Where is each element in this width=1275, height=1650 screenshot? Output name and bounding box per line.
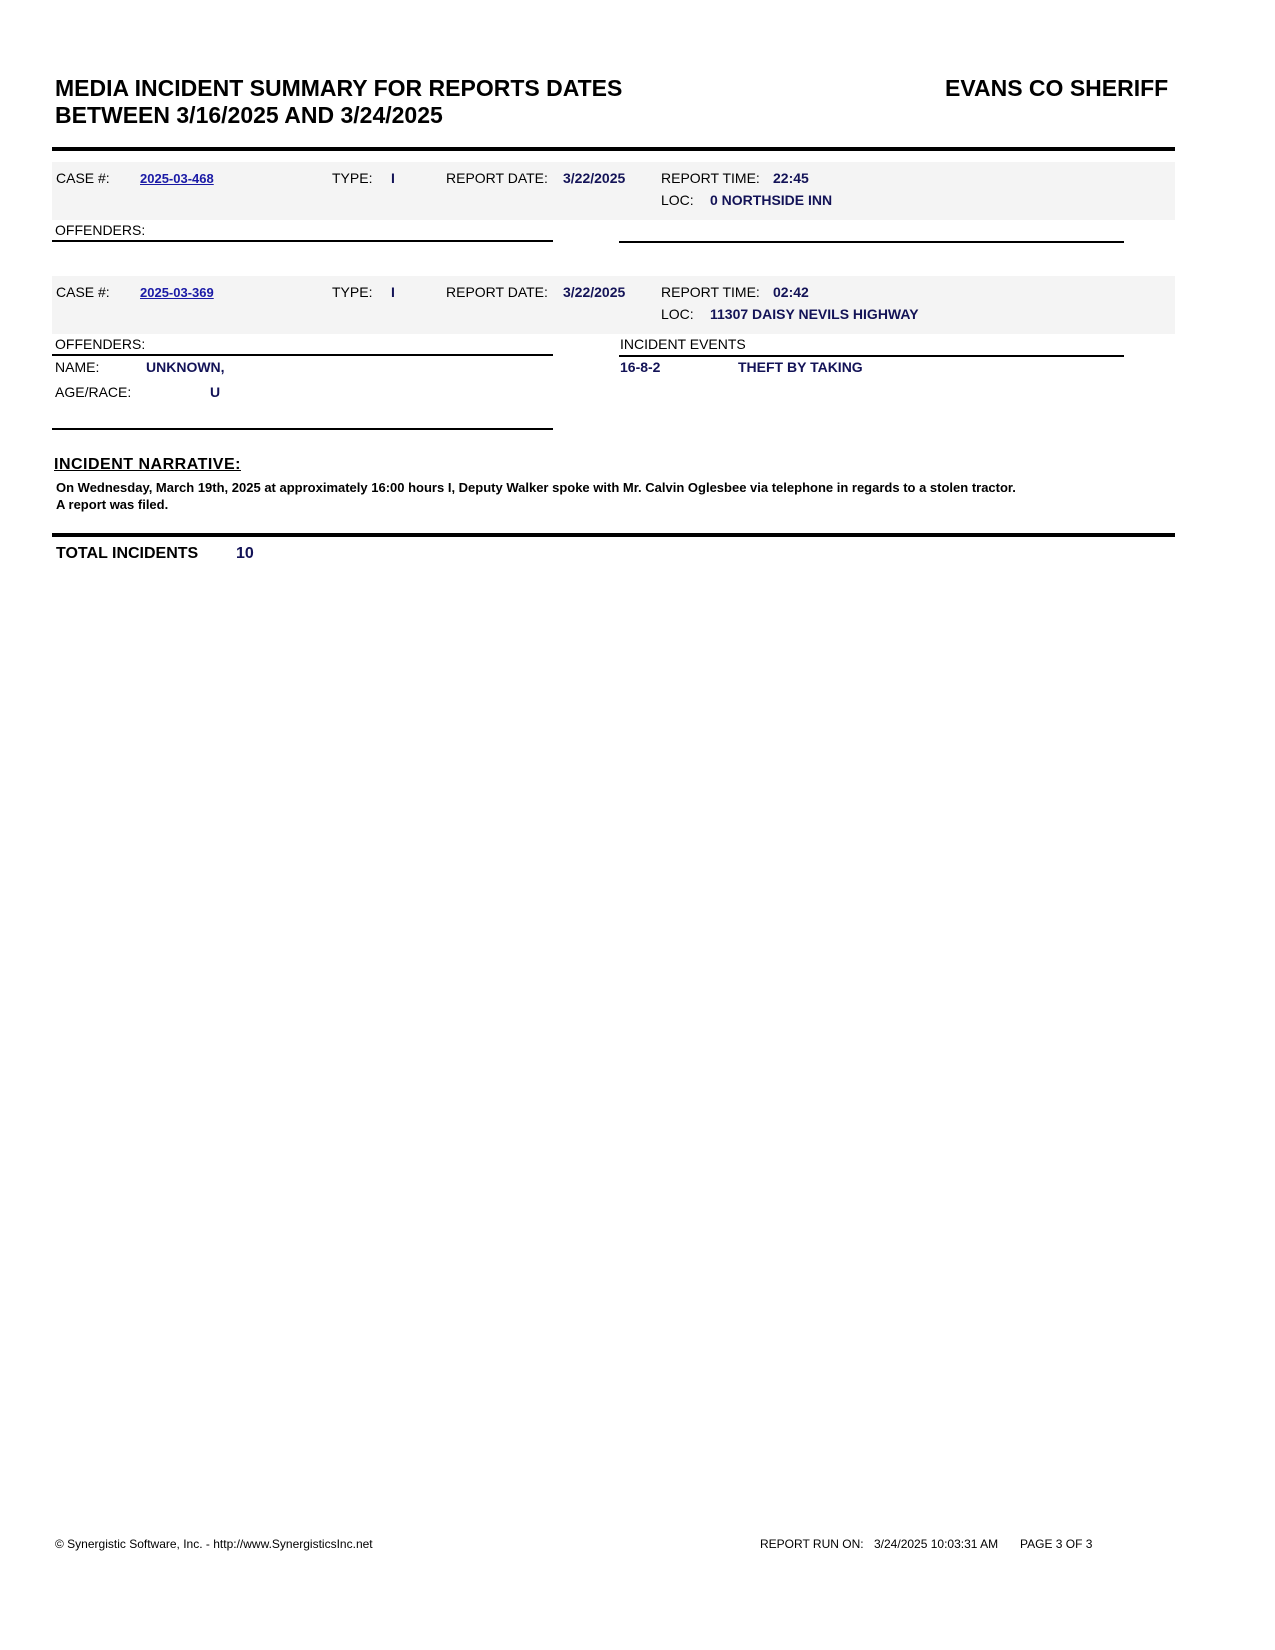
offenders-rule [52,354,553,356]
case-number-label: CASE #: [56,284,110,300]
report-date-label: REPORT DATE: [446,284,548,300]
incident-narrative-line2: A report was filed. [56,497,169,512]
offender-age-race-value: U [210,384,221,400]
type-value: I [391,170,395,186]
report-time-value: 22:45 [773,170,809,186]
events-rule [619,355,1124,357]
event-description: THEFT BY TAKING [738,359,863,375]
events-rule [619,241,1124,243]
report-date-label: REPORT DATE: [446,170,548,186]
report-time-label: REPORT TIME: [661,170,760,186]
offenders-heading: OFFENDERS: [55,222,146,238]
incident-events-heading: INCIDENT EVENTS [620,336,746,352]
case-number-label: CASE #: [56,170,110,186]
incident-narrative-line1: On Wednesday, March 19th, 2025 at approximately 16:00 hours I, Deputy Walker spoke with Mr. Calvin Oglesbee via telephone in regards to a stolen tractor. [56,480,1016,495]
total-incidents-value: 10 [236,545,254,562]
offender-name-label: NAME: [55,359,100,375]
location-value: 11307 DAISY NEVILS HIGHWAY [710,306,919,322]
report-date-value: 3/22/2025 [563,170,626,186]
offenders-heading: OFFENDERS: [55,336,146,352]
page-number: PAGE 3 OF 3 [1020,1537,1093,1551]
offender-age-race-label: AGE/RACE: [55,384,132,400]
type-label: TYPE: [332,170,373,186]
type-label: TYPE: [332,284,373,300]
report-date-value: 3/22/2025 [563,284,626,300]
report-title-line1: MEDIA INCIDENT SUMMARY FOR REPORTS DATES [55,75,623,101]
incident-narrative-heading: INCIDENT NARRATIVE: [54,456,241,473]
header-divider [52,147,1175,151]
report-time-value: 02:42 [773,284,809,300]
event-code: 16-8-2 [620,359,661,375]
offender-name-value: UNKNOWN, [146,359,225,375]
type-value: I [391,284,395,300]
case-number-link[interactable]: 2025-03-369 [140,285,214,300]
location-value: 0 NORTHSIDE INN [710,192,833,208]
location-label: LOC: [661,306,694,322]
report-time-label: REPORT TIME: [661,284,760,300]
totals-divider [52,533,1175,537]
case-number-link[interactable]: 2025-03-468 [140,171,214,186]
total-incidents-label: TOTAL INCIDENTS [56,545,199,562]
footer-copyright: © Synergistic Software, Inc. - http://www.SynergisticsInc.net [55,1537,373,1551]
offenders-rule [52,240,553,242]
report-title-line2: BETWEEN 3/16/2025 AND 3/24/2025 [55,102,443,128]
location-label: LOC: [661,192,694,208]
report-run-value: 3/24/2025 10:03:31 AM [874,1537,999,1551]
report-run-label: REPORT RUN ON: [760,1537,864,1551]
agency-name: EVANS CO SHERIFF [945,75,1169,101]
offenders-bottom-rule [52,428,553,430]
